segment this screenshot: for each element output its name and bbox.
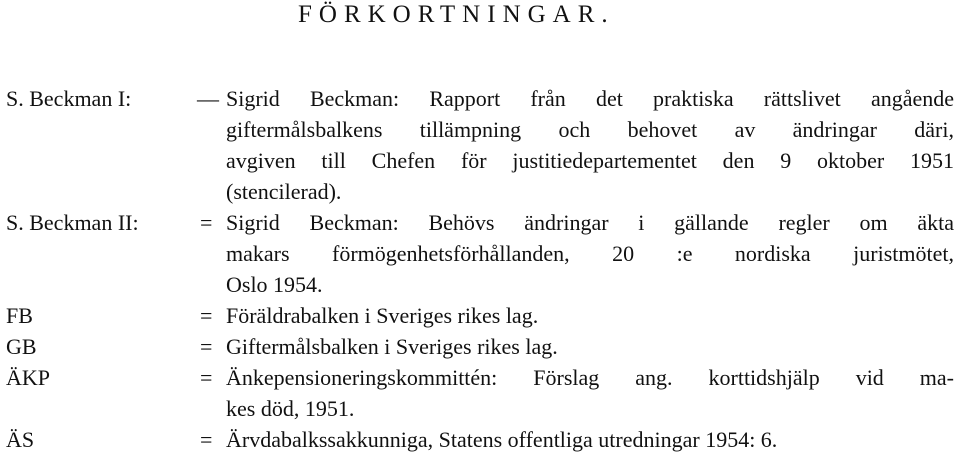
abbreviation-definition: [226, 424, 954, 455]
abbreviation-definition: [226, 207, 954, 300]
definition-line: Oslo 1954.: [226, 272, 323, 297]
abbreviation-definition: [226, 331, 954, 362]
abbreviation-definition: [226, 83, 954, 207]
definition-line: Sigrid Beckman: Rapport från det praktiska rättslivet angående: [226, 86, 954, 111]
definition-line: Giftermålsbalken i Sveriges rikes lag.: [226, 334, 558, 359]
definition-line: Föräldrabalken i Sveriges rikes lag.: [226, 303, 539, 328]
definition-line: giftermålsbalkens tillämpning och behovet av ändringar däri,: [226, 117, 954, 142]
definition-line: Ärvdabalkssakkunniga, Statens offentliga utredningar 1954: 6.: [226, 427, 778, 452]
page-title: FÖRKORTNINGAR.: [298, 1, 615, 28]
abbreviation-separator: =: [200, 303, 213, 328]
abbreviation-separator: =: [200, 365, 213, 390]
definition-line: Sigrid Beckman: Behövs ändringar i gällande regler om äkta: [226, 210, 954, 235]
abbreviation-term: S. Beckman II:: [6, 210, 139, 235]
abbreviation-separator: —: [197, 86, 219, 111]
abbreviation-separator: =: [200, 334, 213, 359]
abbreviation-separator: =: [200, 210, 213, 235]
definition-line: kes död, 1951.: [226, 396, 355, 421]
definition-line: avgiven till Chefen för justitiedepartementet den 9 oktober 1951: [226, 148, 954, 173]
definition-line: Änkepensioneringskommittén: Förslag ang. korttidshjälp vid ma-: [226, 365, 954, 390]
abbreviation-term: ÄS: [6, 427, 35, 452]
abbreviation-definition: [226, 362, 954, 424]
abbreviation-term: S. Beckman I:: [6, 86, 132, 111]
abbreviation-separator: =: [200, 427, 213, 452]
abbreviation-term: GB: [6, 334, 37, 359]
abbreviation-definition: [226, 300, 954, 331]
abbreviation-term: FB: [6, 303, 33, 328]
abbreviation-term: ÄKP: [6, 365, 51, 390]
definition-line: (stencilerad).: [226, 179, 342, 204]
definition-line: makars förmögenhetsförhållanden, 20 :e nordiska juristmötet,: [226, 241, 954, 266]
